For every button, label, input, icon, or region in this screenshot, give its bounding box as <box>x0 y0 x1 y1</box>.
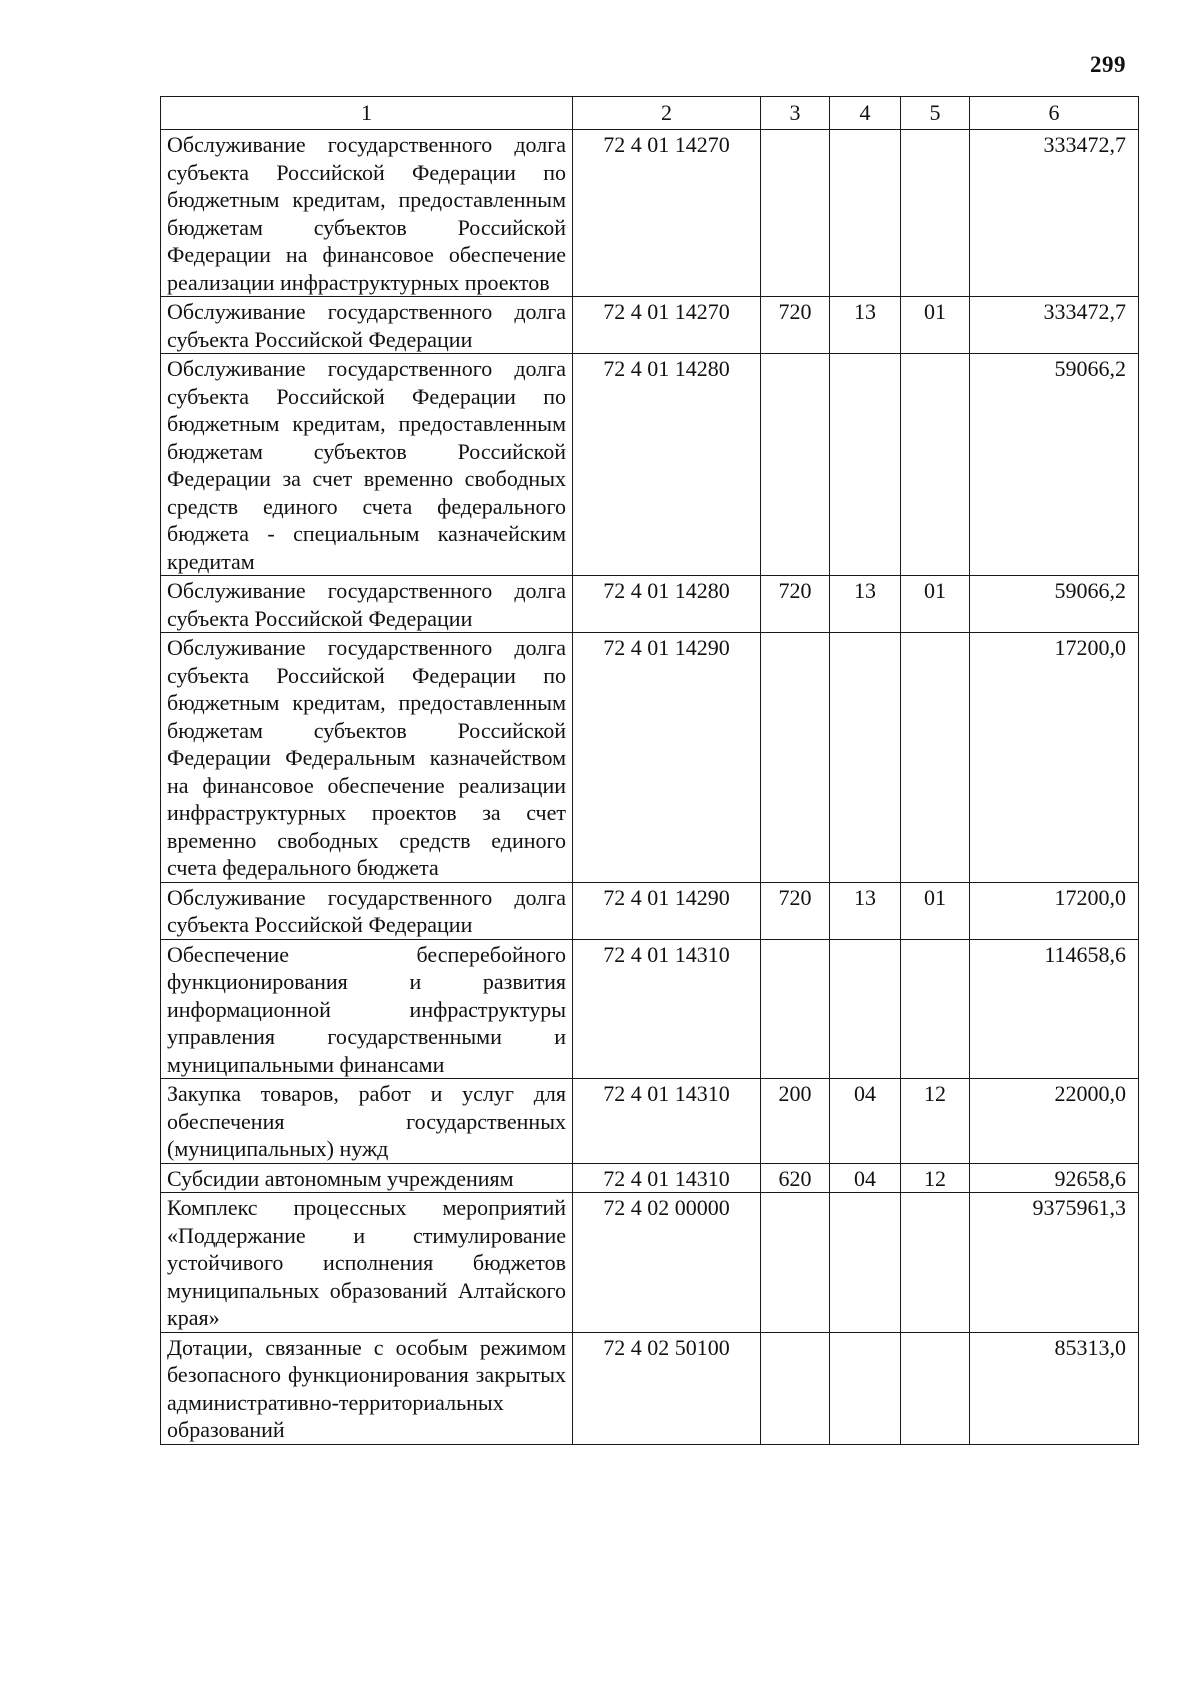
row-code-cell: 72 4 01 14280 <box>573 576 761 633</box>
table-header-row <box>161 97 1139 130</box>
row-col5-cell: 12 <box>901 1079 970 1164</box>
row-name-cell: Обслуживание государственного долга субъекта Российской Федерации по бюджетным кредитам, предоставленным бюджетам субъектов Российской Федерации на финансовое обеспечение реализации инфраструктурных проектов <box>161 130 573 297</box>
row-col4-cell: 13 <box>830 882 901 939</box>
row-col3-cell: 200 <box>761 1079 830 1164</box>
row-col5-cell: 01 <box>901 576 970 633</box>
row-code-cell: 72 4 01 14310 <box>573 939 761 1079</box>
row-name-cell: Обслуживание государственного долга субъекта Российской Федерации <box>161 576 573 633</box>
row-col3-cell <box>761 1332 830 1444</box>
row-name-cell: Закупка товаров, работ и услуг для обеспечения государственных (муниципальных) нужд <box>161 1079 573 1164</box>
row-col4-cell <box>830 633 901 883</box>
column-header: 1 <box>161 97 573 130</box>
row-amount-cell: 17200,0 <box>970 633 1139 883</box>
row-col5-cell <box>901 939 970 1079</box>
row-col4-cell: 13 <box>830 297 901 354</box>
row-code-cell: 72 4 02 50100 <box>573 1332 761 1444</box>
row-code-cell: 72 4 01 14310 <box>573 1079 761 1164</box>
row-code-cell: 72 4 01 14290 <box>573 882 761 939</box>
row-amount-cell: 59066,2 <box>970 576 1139 633</box>
row-col4-cell: 13 <box>830 576 901 633</box>
row-name-cell: Дотации, связанные с особым режимом безопасного функционирования закрытых административно-территориальных образований <box>161 1332 573 1444</box>
column-header: 6 <box>970 97 1139 130</box>
table-row <box>161 354 1139 576</box>
row-name-cell: Обслуживание государственного долга субъекта Российской Федерации <box>161 882 573 939</box>
row-amount-cell: 59066,2 <box>970 354 1139 576</box>
row-code-cell: 72 4 01 14310 <box>573 1163 761 1193</box>
table-row <box>161 882 1139 939</box>
row-col4-cell: 04 <box>830 1079 901 1164</box>
column-header: 2 <box>573 97 761 130</box>
row-col3-cell: 720 <box>761 297 830 354</box>
table-row <box>161 1332 1139 1444</box>
row-col5-cell: 01 <box>901 297 970 354</box>
row-name-cell: Обслуживание государственного долга субъекта Российской Федерации по бюджетным кредитам, предоставленным бюджетам субъектов Российской Федерации за счет временно свободных средств единого счета федерального бюджета - специальным казначейским кредитам <box>161 354 573 576</box>
row-col3-cell <box>761 633 830 883</box>
row-col5-cell: 01 <box>901 882 970 939</box>
row-col5-cell: 12 <box>901 1163 970 1193</box>
row-col4-cell <box>830 1193 901 1333</box>
table-row <box>161 633 1139 883</box>
row-col3-cell <box>761 1193 830 1333</box>
row-col4-cell <box>830 130 901 297</box>
row-amount-cell: 17200,0 <box>970 882 1139 939</box>
row-col3-cell: 720 <box>761 882 830 939</box>
row-col5-cell <box>901 633 970 883</box>
row-code-cell: 72 4 01 14270 <box>573 297 761 354</box>
row-name-cell: Обеспечение бесперебойного функционирования и развития информационной инфраструктуры управления государственными и муниципальными финансами <box>161 939 573 1079</box>
row-amount-cell: 114658,6 <box>970 939 1139 1079</box>
table-row <box>161 939 1139 1079</box>
budget-table <box>160 96 1139 1445</box>
row-col3-cell <box>761 130 830 297</box>
table-row <box>161 576 1139 633</box>
row-amount-cell: 22000,0 <box>970 1079 1139 1164</box>
row-col4-cell: 04 <box>830 1163 901 1193</box>
row-col4-cell <box>830 939 901 1079</box>
row-col5-cell <box>901 1193 970 1333</box>
table-row <box>161 130 1139 297</box>
table-row <box>161 297 1139 354</box>
row-col4-cell <box>830 1332 901 1444</box>
row-code-cell: 72 4 02 00000 <box>573 1193 761 1333</box>
column-header: 4 <box>830 97 901 130</box>
row-code-cell: 72 4 01 14290 <box>573 633 761 883</box>
row-col4-cell <box>830 354 901 576</box>
row-col5-cell <box>901 130 970 297</box>
row-col3-cell <box>761 939 830 1079</box>
row-col5-cell <box>901 1332 970 1444</box>
row-code-cell: 72 4 01 14280 <box>573 354 761 576</box>
row-amount-cell: 85313,0 <box>970 1332 1139 1444</box>
row-code-cell: 72 4 01 14270 <box>573 130 761 297</box>
row-col5-cell <box>901 354 970 576</box>
row-name-cell: Обслуживание государственного долга субъекта Российской Федерации <box>161 297 573 354</box>
row-col3-cell: 620 <box>761 1163 830 1193</box>
row-amount-cell: 9375961,3 <box>970 1193 1139 1333</box>
table-row <box>161 1079 1139 1164</box>
row-name-cell: Субсидии автономным учреждениям <box>161 1163 573 1193</box>
row-amount-cell: 333472,7 <box>970 297 1139 354</box>
column-header: 3 <box>761 97 830 130</box>
row-name-cell: Комплекс процессных мероприятий «Поддержание и стимулирование устойчивого исполнения бюджетов муниципальных образований Алтайского края» <box>161 1193 573 1333</box>
row-name-cell: Обслуживание государственного долга субъекта Российской Федерации по бюджетным кредитам, предоставленным бюджетам субъектов Российской Федерации Федеральным казначейством на финансовое обеспечение реализации инфраструктурных проектов за счет временно свободных средств единого счета федерального бюджета <box>161 633 573 883</box>
column-header: 5 <box>901 97 970 130</box>
row-amount-cell: 92658,6 <box>970 1163 1139 1193</box>
row-col3-cell <box>761 354 830 576</box>
table-row <box>161 1193 1139 1333</box>
row-amount-cell: 333472,7 <box>970 130 1139 297</box>
row-col3-cell: 720 <box>761 576 830 633</box>
page-number: 299 <box>1090 52 1126 77</box>
table-row <box>161 1163 1139 1193</box>
